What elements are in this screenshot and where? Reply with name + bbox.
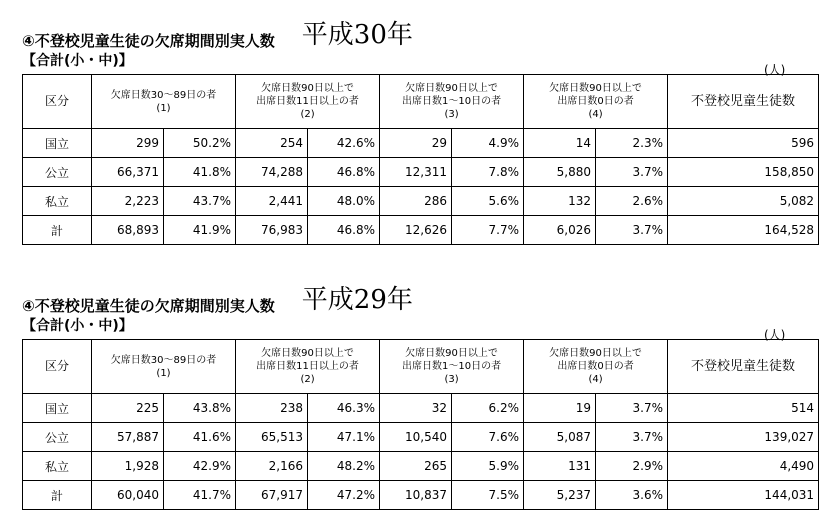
cell-col1-count: 60,040 <box>92 481 164 510</box>
cell-col2-count: 2,166 <box>236 452 308 481</box>
cell-col1-count: 66,371 <box>92 158 164 187</box>
cell-total: 158,850 <box>668 158 819 187</box>
cell-col1-percent: 41.8% <box>164 158 236 187</box>
header-col4-line3: (4) <box>588 374 603 385</box>
cell-total: 514 <box>668 394 819 423</box>
cell-col4-percent: 3.7% <box>596 158 668 187</box>
cell-col2-count: 254 <box>236 129 308 158</box>
cell-col3-count: 10,837 <box>380 481 452 510</box>
header-col2 <box>236 75 380 129</box>
header-col3-line3: (3) <box>444 109 459 120</box>
cell-col3-count: 32 <box>380 394 452 423</box>
cell-col1-percent: 43.7% <box>164 187 236 216</box>
cell-col1-percent: 42.9% <box>164 452 236 481</box>
header-col3 <box>380 75 524 129</box>
cell-col2-percent: 47.1% <box>308 423 380 452</box>
cell-total: 144,031 <box>668 481 819 510</box>
section-title: ④不登校児童生徒の欠席期間別実人数 <box>22 32 275 50</box>
cell-col2-percent: 42.6% <box>308 129 380 158</box>
cell-col3-percent: 5.6% <box>452 187 524 216</box>
cell-col2-count: 74,288 <box>236 158 308 187</box>
header-col3-line1: 欠席日数90日以上で <box>405 348 498 359</box>
cell-col3-percent: 7.6% <box>452 423 524 452</box>
cell-col3-count: 12,311 <box>380 158 452 187</box>
cell-col4-percent: 2.9% <box>596 452 668 481</box>
cell-col2-count: 238 <box>236 394 308 423</box>
header-col1-line2: (1) <box>156 367 171 379</box>
cell-col2-count: 67,917 <box>236 481 308 510</box>
header-col2-line2: 出席日数11日以上の者 <box>256 96 359 107</box>
section-year: 平成30年 <box>301 20 413 50</box>
cell-col4-count: 132 <box>524 187 596 216</box>
cell-col1-percent: 41.9% <box>164 216 236 245</box>
row-label: 計 <box>23 216 92 245</box>
section-subtitle: 【合計(小・中)】 <box>22 318 133 334</box>
cell-col4-count: 131 <box>524 452 596 481</box>
row-label: 公立 <box>23 158 92 187</box>
cell-col4-count: 5,087 <box>524 423 596 452</box>
cell-total: 4,490 <box>668 452 819 481</box>
row-label: 国立 <box>23 394 92 423</box>
cell-col1-count: 2,223 <box>92 187 164 216</box>
cell-col2-percent: 46.3% <box>308 394 380 423</box>
cell-col1-percent: 41.7% <box>164 481 236 510</box>
cell-col4-count: 6,026 <box>524 216 596 245</box>
header-total: 不登校児童生徒数 <box>668 340 819 394</box>
header-col4-line2: 出席日数0日の者 <box>557 96 634 107</box>
header-col4-line1: 欠席日数90日以上で <box>549 348 642 359</box>
cell-col3-percent: 7.7% <box>452 216 524 245</box>
cell-col4-percent: 2.6% <box>596 187 668 216</box>
header-col1 <box>92 75 236 129</box>
header-col4 <box>524 340 668 394</box>
cell-col2-percent: 46.8% <box>308 216 380 245</box>
cell-col2-count: 2,441 <box>236 187 308 216</box>
absence-period-table <box>22 74 819 245</box>
header-col1 <box>92 340 236 394</box>
cell-total: 139,027 <box>668 423 819 452</box>
cell-col2-count: 76,983 <box>236 216 308 245</box>
cell-total: 5,082 <box>668 187 819 216</box>
cell-col3-percent: 5.9% <box>452 452 524 481</box>
cell-col4-percent: 2.3% <box>596 129 668 158</box>
header-col2-line2: 出席日数11日以上の者 <box>256 361 359 372</box>
header-col2-line1: 欠席日数90日以上で <box>261 83 354 94</box>
cell-col1-percent: 50.2% <box>164 129 236 158</box>
header-col3-line1: 欠席日数90日以上で <box>405 83 498 94</box>
table-row <box>23 394 819 423</box>
cell-col3-count: 265 <box>380 452 452 481</box>
header-col2-line3: (2) <box>300 109 315 120</box>
row-label: 私立 <box>23 452 92 481</box>
unit-label: (人) <box>764 63 786 77</box>
cell-col1-count: 1,928 <box>92 452 164 481</box>
cell-total: 596 <box>668 129 819 158</box>
section-title: ④不登校児童生徒の欠席期間別実人数 <box>22 297 275 315</box>
header-total: 不登校児童生徒数 <box>668 75 819 129</box>
header-col4-line2: 出席日数0日の者 <box>557 361 634 372</box>
cell-col4-percent: 3.6% <box>596 481 668 510</box>
table-row <box>23 423 819 452</box>
table-row <box>23 129 819 158</box>
cell-col4-percent: 3.7% <box>596 394 668 423</box>
header-col2 <box>236 340 380 394</box>
header-col1-line2: (1) <box>156 102 171 114</box>
header-col4-line3: (4) <box>588 109 603 120</box>
cell-col3-count: 29 <box>380 129 452 158</box>
table-row <box>23 452 819 481</box>
cell-col4-count: 19 <box>524 394 596 423</box>
header-col2-line3: (2) <box>300 374 315 385</box>
header-row <box>23 340 819 394</box>
cell-col3-percent: 7.8% <box>452 158 524 187</box>
cell-col4-count: 5,237 <box>524 481 596 510</box>
cell-col2-percent: 46.8% <box>308 158 380 187</box>
cell-col1-count: 225 <box>92 394 164 423</box>
header-col4 <box>524 75 668 129</box>
absence-period-table <box>22 339 819 510</box>
cell-col2-percent: 48.0% <box>308 187 380 216</box>
header-col3-line3: (3) <box>444 374 459 385</box>
row-label: 公立 <box>23 423 92 452</box>
cell-col3-percent: 7.5% <box>452 481 524 510</box>
header-col3-line2: 出席日数1～10日の者 <box>401 96 502 107</box>
cell-col3-percent: 6.2% <box>452 394 524 423</box>
cell-col4-percent: 3.7% <box>596 216 668 245</box>
table-row <box>23 187 819 216</box>
table-row <box>23 481 819 510</box>
cell-col2-percent: 48.2% <box>308 452 380 481</box>
cell-col4-count: 14 <box>524 129 596 158</box>
header-label: 区分 <box>23 75 92 129</box>
cell-col1-percent: 41.6% <box>164 423 236 452</box>
header-col4-line1: 欠席日数90日以上で <box>549 83 642 94</box>
row-label: 私立 <box>23 187 92 216</box>
cell-col3-count: 286 <box>380 187 452 216</box>
cell-col1-count: 299 <box>92 129 164 158</box>
row-label: 国立 <box>23 129 92 158</box>
cell-col2-count: 65,513 <box>236 423 308 452</box>
unit-label: (人) <box>764 328 786 342</box>
cell-col4-count: 5,880 <box>524 158 596 187</box>
section-subtitle: 【合計(小・中)】 <box>22 53 133 69</box>
header-label: 区分 <box>23 340 92 394</box>
header-col2-line1: 欠席日数90日以上で <box>261 348 354 359</box>
header-col3 <box>380 340 524 394</box>
table-row <box>23 158 819 187</box>
row-label: 計 <box>23 481 92 510</box>
table-row <box>23 216 819 245</box>
cell-col1-count: 57,887 <box>92 423 164 452</box>
cell-col3-percent: 4.9% <box>452 129 524 158</box>
section-year: 平成29年 <box>301 285 413 315</box>
cell-col1-count: 68,893 <box>92 216 164 245</box>
cell-total: 164,528 <box>668 216 819 245</box>
cell-col3-count: 12,626 <box>380 216 452 245</box>
cell-col4-percent: 3.7% <box>596 423 668 452</box>
cell-col2-percent: 47.2% <box>308 481 380 510</box>
section-title-row <box>22 279 413 315</box>
header-row <box>23 75 819 129</box>
section-title-row <box>22 14 413 50</box>
header-col1-line1: 欠席日数30～89日の者 <box>110 354 217 366</box>
cell-col1-percent: 43.8% <box>164 394 236 423</box>
header-col1-line1: 欠席日数30～89日の者 <box>110 89 217 101</box>
header-col3-line2: 出席日数1～10日の者 <box>401 361 502 372</box>
cell-col3-count: 10,540 <box>380 423 452 452</box>
